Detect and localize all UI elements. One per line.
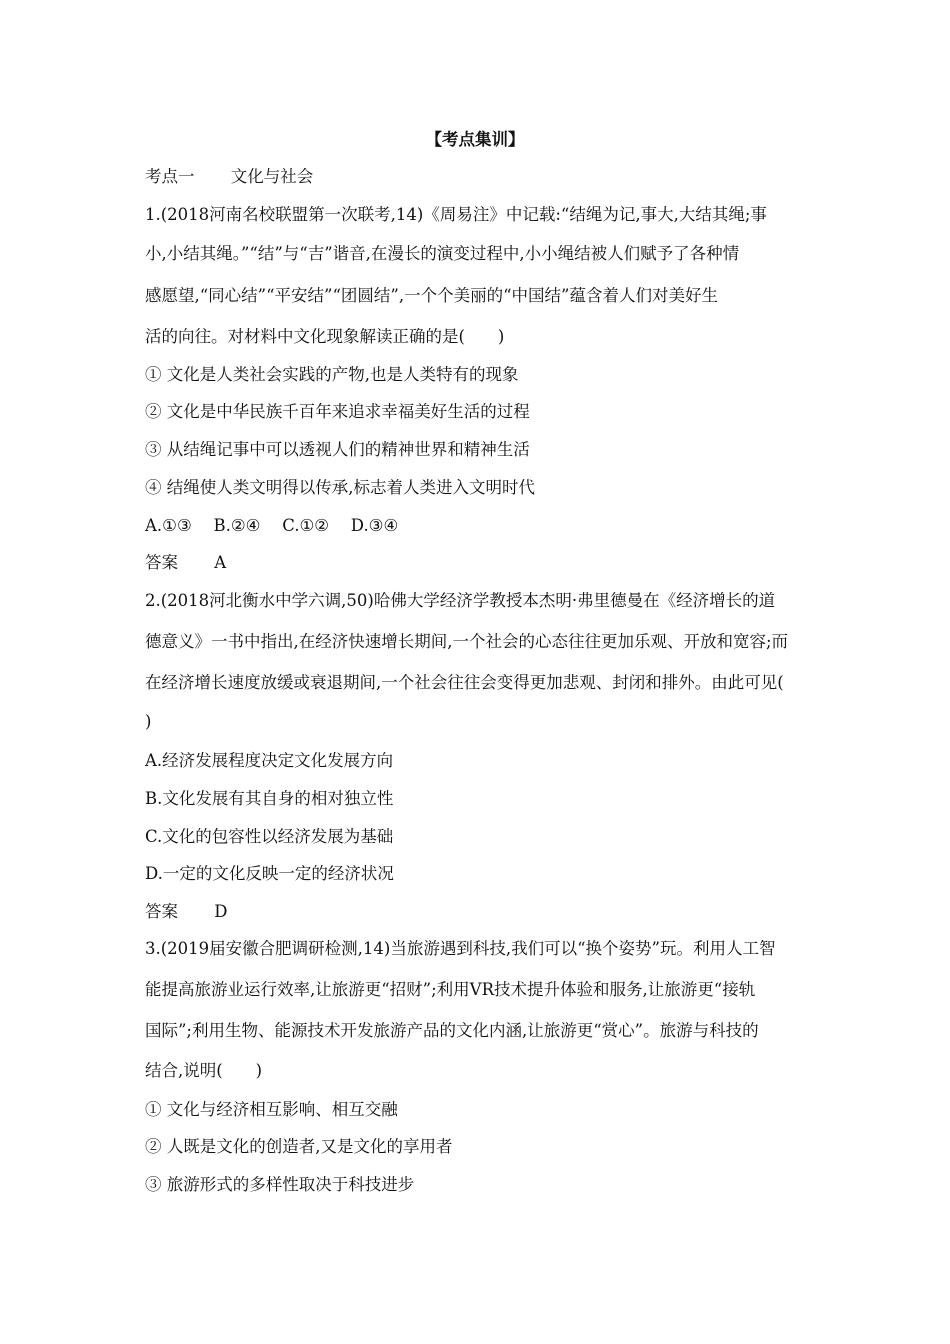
question-stem-line: 国际”;利用生物、能源技术开发旅游产品的文化内涵,让旅游更“赏心”。旅游与科技的: [145, 1021, 759, 1040]
answer-label: 答案: [145, 553, 178, 572]
answer-line: [145, 552, 810, 574]
question-stem-line: 结合,说明( ): [145, 1061, 263, 1080]
question-stem-line: 小,小结其绳。”“结”与“吉”谐音,在漫长的演变过程中,小小绳结被人们赋予了各种情: [145, 244, 740, 263]
answer-value: A: [214, 553, 227, 572]
option-item: A.经济发展程度决定文化发展方向: [145, 751, 394, 770]
section-label: 考点一: [145, 167, 195, 186]
options-line: A.①③ B.②④ C.①② D.③④: [145, 516, 399, 535]
option-item: C.文化的包容性以经济发展为基础: [145, 827, 394, 846]
option-item: D.一定的文化反映一定的经济状况: [145, 864, 394, 883]
answer-value: D: [214, 902, 228, 921]
statement-item: ③ 旅游形式的多样性取决于科技进步: [145, 1175, 415, 1194]
question-stem-line: 3.(2019届安徽合肥调研检测,14)当旅游遇到科技,我们可以“换个姿势”玩。利用人工智: [145, 939, 776, 958]
option-item: B.文化发展有其自身的相对独立性: [145, 789, 394, 808]
statement-item: ② 文化是中华民族千百年来追求幸福美好生活的过程: [145, 402, 530, 421]
page-title: 【考点集训】: [425, 130, 525, 149]
answer-line: [145, 901, 810, 923]
question-stem-line: 在经济增长速度放缓或衰退期间,一个社会往往会变得更加悲观、封闭和排外。由此可见(: [145, 673, 784, 692]
question-stem-line: 1.(2018河南名校联盟第一次联考,14)《周易注》中记载:“结绳为记,事大,大结其绳;事: [145, 205, 767, 224]
answer-label: 答案: [145, 902, 178, 921]
statement-item: ① 文化与经济相互影响、相互交融: [145, 1100, 398, 1119]
section-heading: [145, 166, 810, 188]
question-stem-line: 2.(2018河北衡水中学六调,50)哈佛大学经济学教授本杰明·弗里德曼在《经济增长的道: [145, 591, 776, 610]
section-name: 文化与社会: [230, 167, 314, 186]
question-stem-line: 能提高旅游业运行效率,让旅游更“招财”;利用VR技术提升体验和服务,让旅游更“接轨: [145, 980, 756, 999]
statement-item: ② 人既是文化的创造者,又是文化的享用者: [145, 1137, 453, 1156]
statement-item: ③ 从结绳记事中可以透视人们的精神世界和精神生活: [145, 440, 530, 459]
statement-item: ④ 结绳使人类文明得以传承,标志着人类进入文明时代: [145, 478, 535, 497]
question-stem-line: ): [145, 712, 152, 731]
statement-item: ① 文化是人类社会实践的产物,也是人类特有的现象: [145, 365, 519, 384]
question-stem-line: 德意义》一书中指出,在经济快速增长期间,一个社会的心态往往更加乐观、开放和宽容;而: [145, 632, 789, 651]
question-stem-line: 感愿望,“同心结”“平安结”“团圆结”,一个个美丽的“中国结”蕴含着人们对美好生: [145, 286, 718, 305]
question-stem-line: 活的向往。对材料中文化现象解读正确的是( ): [145, 327, 505, 346]
